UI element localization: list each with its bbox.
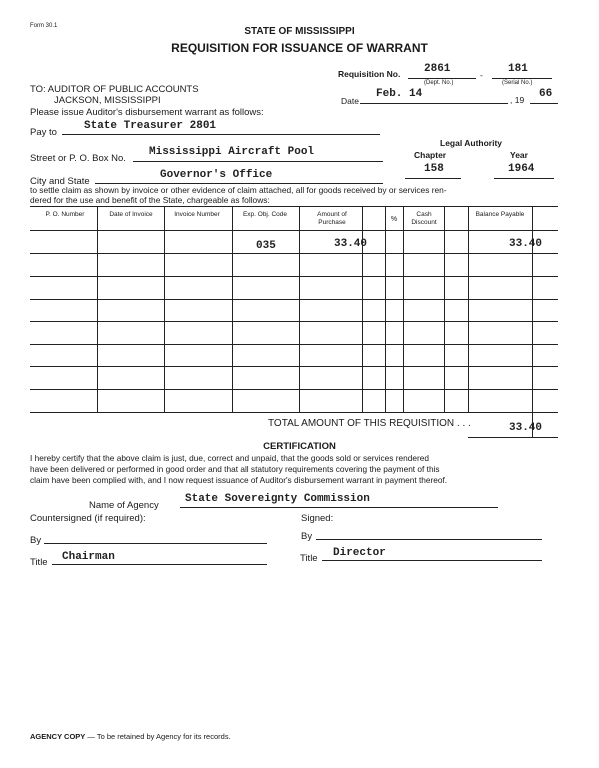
date-label: Date	[341, 96, 359, 106]
pay-to-label: Pay to	[30, 127, 57, 138]
chapter-label: Chapter	[414, 150, 447, 160]
agency-value: State Sovereignty Commission	[185, 493, 370, 505]
agency-label: Name of Agency	[89, 500, 159, 511]
certification-line3: claim have been complied with, and I now request issuance of Auditor's disbursement warrant in payment thereof.	[30, 475, 448, 485]
row-exp-obj-value: 035	[256, 240, 276, 252]
year-value: 1964	[508, 163, 535, 175]
col-invoice-number-header: Invoice Number	[174, 211, 220, 218]
serial-no-caption: (Serial No.)	[502, 80, 533, 86]
certification-line1: I hereby certify that the above claim is just, due, correct and unpaid, that the goods sold or services rendered	[30, 453, 429, 463]
chapter-value: 158	[424, 163, 444, 175]
city-label: City and State	[30, 176, 90, 187]
right-by-label: By	[301, 531, 313, 542]
dept-no-caption: (Dept. No.)	[424, 80, 454, 86]
col-pct-header: %	[390, 216, 398, 223]
addressee-line1: TO: AUDITOR OF PUBLIC ACCOUNTS	[30, 84, 199, 95]
footer-agency-copy: AGENCY COPY	[30, 732, 86, 741]
pay-to-value: State Treasurer 2801	[84, 120, 217, 132]
right-title-value: Director	[333, 547, 386, 559]
total-value: 33.40	[509, 422, 543, 434]
row-amount-value: 33.40	[334, 238, 368, 250]
requisition-label: Requisition No.	[338, 69, 401, 79]
col-exp-obj-header: Exp. Obj. Code	[242, 211, 288, 218]
settle-text-line2: dered for the use and benefit of the State, chargeable as follows:	[30, 195, 270, 205]
requisition-dash: -	[480, 70, 483, 80]
settle-text-line1: to settle claim as shown by invoice or other evidence of claim attached, all for goods received by or services ren-	[30, 185, 447, 195]
page-title: REQUISITION FOR ISSUANCE OF WARRANT	[171, 41, 428, 55]
street-label: Street or P. O. Box No.	[30, 153, 126, 164]
year-label: Year	[510, 150, 528, 160]
total-label: TOTAL AMOUNT OF THIS REQUISITION . . .	[268, 418, 471, 429]
col-po-header: P. O. Number	[45, 211, 85, 218]
col-cash-discount-header: Cash Discount	[411, 211, 437, 226]
city-value: Governor's Office	[160, 169, 273, 181]
serial-no-value: 181	[508, 63, 528, 75]
date-year-value: 66	[539, 88, 553, 100]
date-value: Feb. 14	[376, 88, 423, 100]
date-century: , 19	[510, 95, 525, 105]
countersigned-label: Countersigned (if required):	[30, 513, 146, 524]
footer-note	[30, 732, 231, 741]
footer-rest: — To be retained by Agency for its records.	[85, 732, 231, 741]
addressee-line2: JACKSON, MISSISSIPPI	[54, 95, 161, 106]
street-value: Mississippi Aircraft Pool	[149, 146, 315, 158]
certification-line2: have been delivered or performed in good order and that all statutory requirements covering the payment of this	[30, 464, 440, 474]
state-title: STATE OF MISSISSIPPI	[244, 26, 355, 37]
certification-title: CERTIFICATION	[263, 441, 336, 452]
col-invoice-date-header: Date of Invoice	[109, 211, 153, 218]
signed-label: Signed:	[301, 513, 334, 524]
row-balance-value: 33.40	[509, 238, 543, 250]
form-number: Form 30.1	[30, 23, 58, 29]
legal-authority-title: Legal Authority	[440, 138, 503, 148]
col-balance-header: Balance Payable	[475, 211, 525, 218]
addressee-line3: Please issue Auditor's disbursement warrant as follows:	[30, 107, 264, 118]
right-title-label: Title	[300, 553, 318, 564]
left-title-label: Title	[30, 557, 48, 568]
dept-no-value: 2861	[424, 63, 451, 75]
col-amount-header: Amount of Purchase	[317, 211, 347, 226]
left-title-value: Chairman	[62, 551, 115, 563]
left-by-label: By	[30, 535, 42, 546]
